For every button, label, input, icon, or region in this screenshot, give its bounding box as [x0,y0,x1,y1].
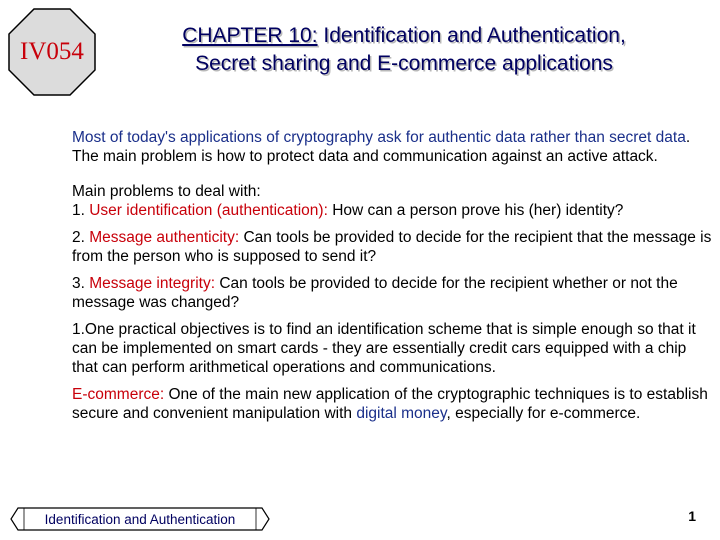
intro-paragraph [72,128,712,166]
ecommerce-text-1: One of the main new application of the cryptographic techniques is to establish secure and convenient manipulation with [72,386,708,422]
problem-term: User identification (authentication): [89,202,328,219]
problem-num: 2. [72,229,90,246]
problem-term: Message authenticity: [89,229,240,246]
intro-text-2: . The main problem is how to protect data and communication against an active attack. [72,129,691,165]
problem-num: 1. [72,202,90,219]
badge-label: IV054 [20,38,84,65]
title-line1: Identification and Authentication, [317,24,626,47]
problem-text: How can a person prove his (her) identity? [327,202,624,219]
problem-item-1 [72,201,712,220]
title-chapter: CHAPTER 10: [182,24,318,47]
problem-text: Can tools be provided to decide for the recipient whether or not the message was changed? [72,275,678,311]
ecommerce-term: E-commerce: [72,386,165,403]
chapter-badge [8,8,96,96]
footer-label-box [10,507,270,531]
ecommerce-paragraph [72,385,712,423]
intro-text-1: Most of today's applications of cryptography ask for authentic data rather than secret data [72,129,686,146]
page-number: 1 [688,508,696,524]
digital-money-term: digital money [356,405,447,422]
ecommerce-text-2: , especially for e-commerce. [446,405,641,422]
page-title [104,22,704,78]
title-line2: Secret sharing and E-commerce applications [195,52,613,75]
practical-paragraph: 1.One practical objectives is to find an identification scheme that is simple enough so that it can be implemented on smart cards - they are essentially credit cars equipped with a chip that can perform arithmetical operations and communications. [72,321,696,376]
footer-label: Identification and Authentication [44,511,236,527]
slide-body [72,128,712,423]
problem-item-3 [72,274,712,312]
problem-num: 3. [72,275,90,292]
problems-heading: Main problems to deal with: [72,183,261,200]
problem-text: Can tools be provided to decide for the recipient that the message is from the person who is supposed to send it? [72,229,712,265]
problem-term: Message integrity: [89,275,216,292]
problem-item-2 [72,228,712,266]
